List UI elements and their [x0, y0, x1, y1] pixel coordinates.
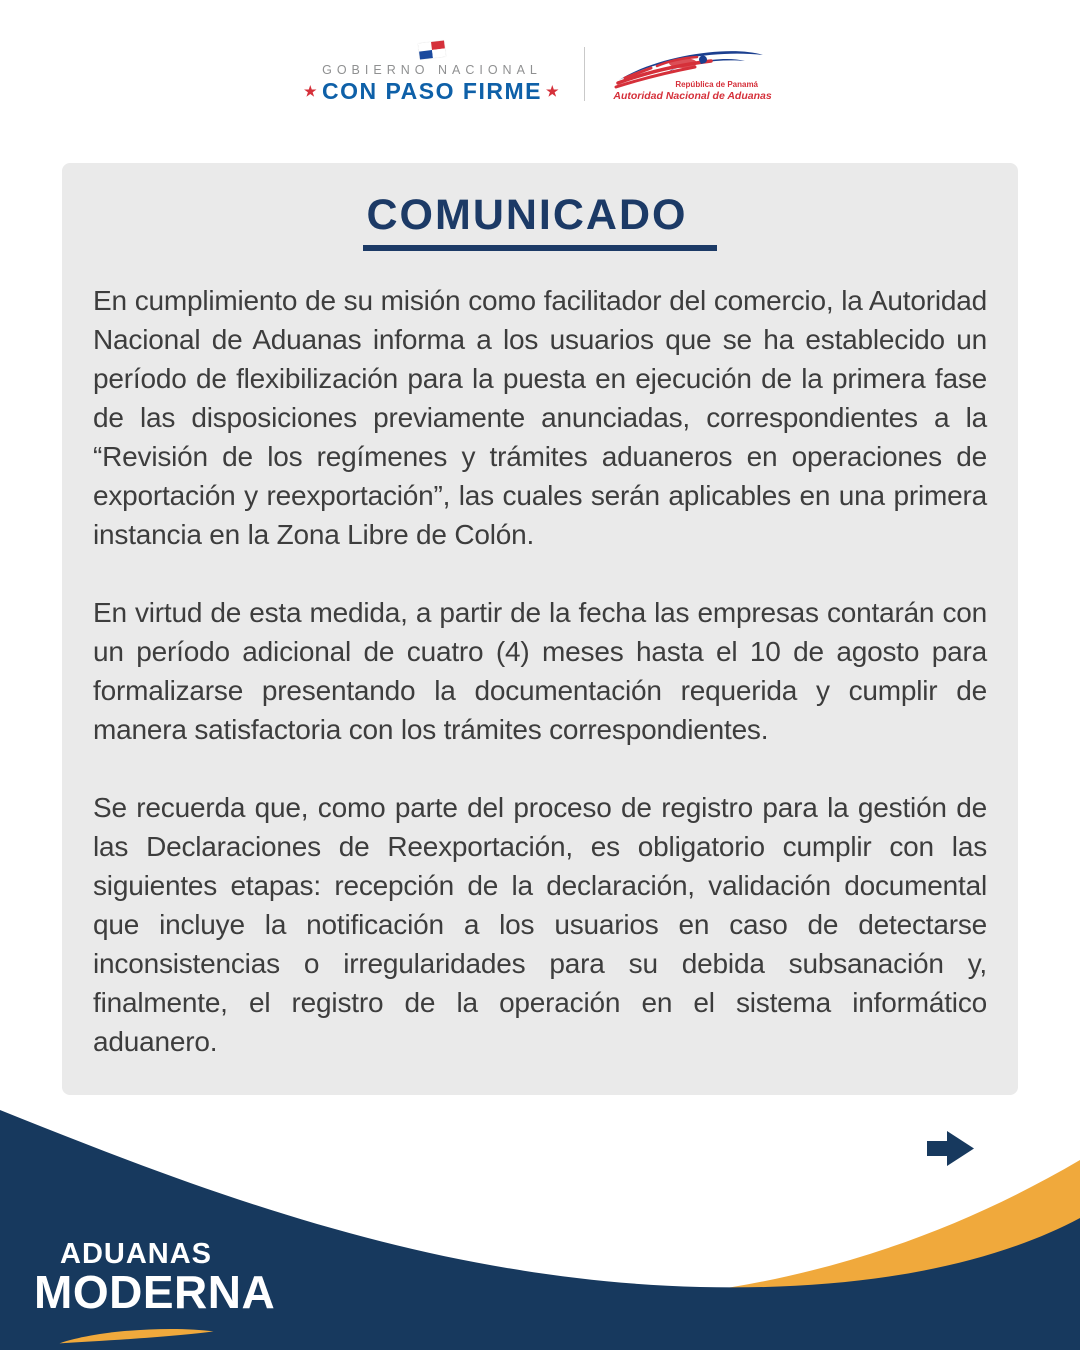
con-paso-firme-text: CON PASO FIRME: [322, 78, 542, 104]
aduanas-moderna-brand: [34, 1238, 276, 1352]
flag-quadrant: [432, 48, 446, 58]
brand-aduanas-label: ADUANAS: [60, 1238, 212, 1270]
aduanas-logo: [605, 46, 780, 102]
con-paso-firme-label: [300, 78, 564, 105]
arrow-right-icon[interactable]: [927, 1129, 976, 1168]
paragraph-1: En cumplimiento de su misión como facilitador del comercio, la Autoridad Nacional de Aduanas informa a los usuarios que se ha establecido un período de flexibilización para la puesta en ejecución de la primera fase de las disposiciones previamente anunciadas, correspondientes a la “Revisión de los regímenes y trámites aduaneros en operaciones de exportación y reexportación”, las cuales serán aplicables en una primera instancia en la Zona Libre de Colón.: [93, 285, 987, 550]
gobierno-nacional-logo: [300, 42, 564, 105]
header-divider: [584, 47, 585, 101]
flag-quadrant: [419, 50, 433, 60]
autoridad-nacional-de-aduanas-label: Autoridad Nacional de Aduanas: [613, 89, 772, 102]
gobierno-nacional-label: GOBIERNO NACIONAL: [322, 63, 542, 77]
brush-swoosh-icon: [49, 1325, 224, 1347]
star-icon: ★: [303, 83, 319, 99]
title-wrap: [93, 191, 987, 251]
star-icon: ★: [545, 83, 561, 99]
paragraph-3: Se recuerda que, como parte del proceso de registro para la gestión de las Declaraciones de Reexportación, es obligatorio cumplir con las siguientes etapas: recepción de la declaración, validación documental que incluye la notificación a los usuarios en caso de detectarse inconsistencias o irregularidades para su debida subsanación y, finalmente, el registro de la operación en el sistema informático aduanero.: [93, 792, 987, 1057]
panama-flag-icon: [418, 40, 446, 59]
comunicado-card: [62, 163, 1018, 1095]
paragraph-2: En virtud de esta medida, a partir de la fecha las empresas contarán con un período adicional de cuatro (4) meses hasta el 10 de agosto para formalizarse presentando la documentación requerida y cumplir de manera satisfactoria con los trámites correspondientes.: [93, 597, 987, 745]
page-title: COMUNICADO: [363, 191, 718, 251]
republica-de-panama-label: República de Panamá: [675, 79, 759, 89]
header: [0, 42, 1080, 105]
brand-moderna-label: MODERNA: [34, 1266, 276, 1318]
